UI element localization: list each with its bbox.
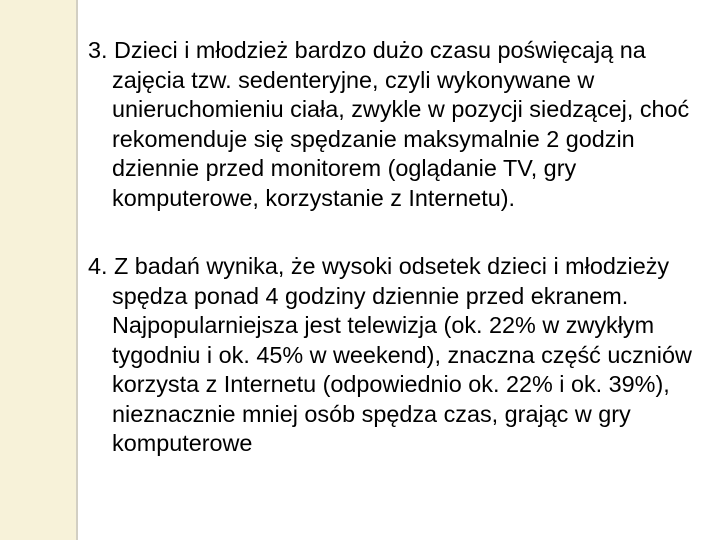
side-band-border: [76, 0, 78, 540]
item-number: 4: [88, 253, 102, 279]
item-text: . Dzieci i młodzież bardzo dużo czasu poświęcają na zajęcia tzw. sedenteryjne, czyli wykonywane w unieruchomieniu ciała, zwykle w pozycji siedzącej, choć rekomenduje się spędzanie maksymalnie 2 godzin dziennie przed monitorem (oglądanie TV, gry komputerowe, korzystanie z Internetu).: [101, 37, 690, 211]
slide-content: [88, 36, 708, 459]
paragraph-item-3: [88, 36, 708, 213]
item-text: . Z badań wynika, że wysoki odsetek dzieci i młodzieży spędza ponad 4 godziny dziennie przed ekranem. Najpopularniejsza jest telewizja (ok. 22% w zwykłym tygodniu i ok. 45% w weekend), znaczna część uczniów korzysta z Internetu (odpowiednio ok. 22% i ok. 39%), nieznacznie mniej osób spędza czas, grając w gry komputerowe: [101, 253, 692, 456]
side-band: [0, 0, 76, 540]
paragraph-item-4: [88, 252, 708, 459]
item-number: 3: [88, 37, 102, 63]
